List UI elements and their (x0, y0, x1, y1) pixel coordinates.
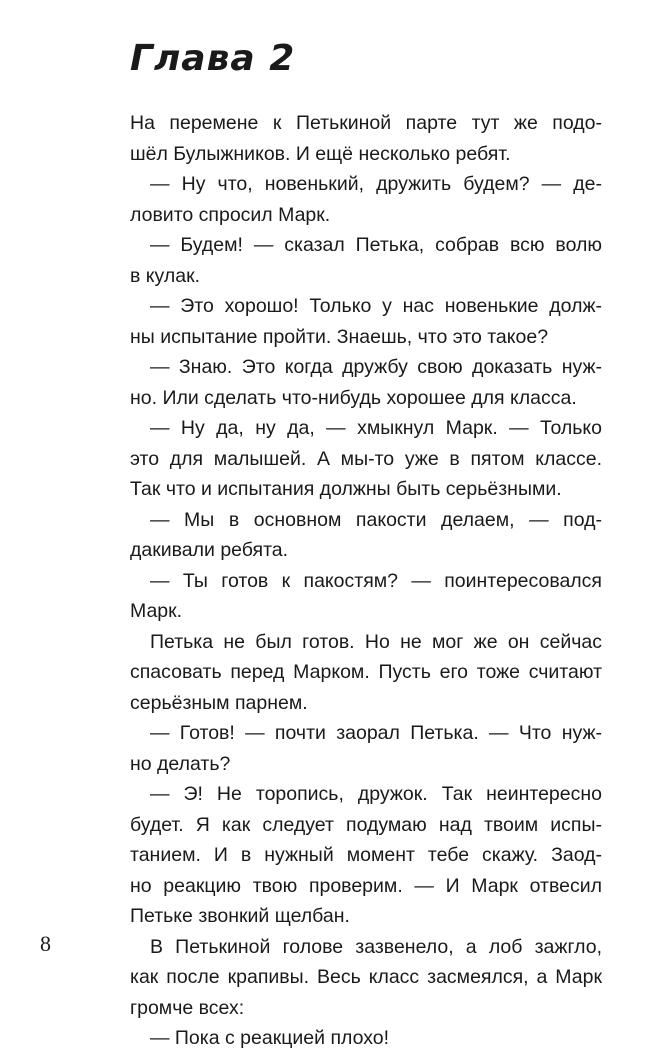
text-line: это для малышей. А мы-то уже в пятом классе. (130, 447, 602, 470)
text-line: но реакцию твою проверим. — И Марк отвесил (130, 874, 602, 897)
text-line: Петьке звонкий щелбан. (130, 905, 350, 927)
chapter-text (130, 108, 602, 1054)
text-line: — Ну что, новенький, дружить будем? — де- (150, 173, 602, 195)
text-line: будет. Я как следует подумаю над твоим испы- (130, 813, 602, 836)
text-line: ны испытание пройти. Знаешь, что это такое? (130, 325, 549, 348)
page-number: 8 (40, 931, 51, 956)
text-line: как после крапивы. Весь класс засмеялся, а Марк (130, 966, 602, 988)
text-line: — Пока с реакцией плохо! (150, 1027, 390, 1049)
text-line: Петька не был готов. Но не мог же он сейчас (150, 630, 602, 653)
text-line: в кулак. (130, 264, 201, 287)
text-line: — Э! Не торопись, дружок. Так неинтересно (150, 783, 602, 805)
text-line: шёл Булыжников. И ещё несколько ребят. (130, 142, 511, 165)
chapter-title: Глава 2 (130, 38, 296, 79)
text-line: серьёзным парнем. (130, 691, 308, 714)
text-line: — Готов! — почти заорал Петька. — Что нуж- (150, 722, 602, 744)
text-line: — Ты готов к пакостям? — поинтересовался (150, 569, 602, 592)
text-line: — Ну да, ну да, — хмыкнул Марк. — Только (150, 417, 602, 439)
text-line: — Мы в основном пакости делаем, — под- (150, 508, 602, 531)
text-line: Марк. (130, 600, 183, 622)
text-line: — Будем! — сказал Петька, собрав всю волю (150, 234, 602, 256)
text-line: громче всех: (130, 996, 245, 1019)
text-line: спасовать перед Марком. Пусть его тоже считают (130, 661, 602, 683)
text-line: На перемене к Петькиной парте тут же подо- (130, 112, 602, 134)
text-line: — Знаю. Это когда дружбу свою доказать нуж- (150, 356, 602, 378)
text-line: — Это хорошо! Только у нас новенькие долж- (150, 295, 602, 317)
text-line: дакивали ребята. (130, 539, 289, 561)
text-line: ловито спросил Марк. (130, 203, 331, 226)
text-line: танием. И в нужный момент тебе скажу. Заод- (130, 844, 602, 866)
text-line: но делать? (130, 752, 231, 775)
text-line: В Петькиной голове зазвенело, а лоб зажгло, (150, 935, 602, 958)
text-line: Так что и испытания должны быть серьёзными. (130, 478, 562, 500)
text-line: но. Или сделать что-нибудь хорошее для класса. (130, 386, 577, 409)
